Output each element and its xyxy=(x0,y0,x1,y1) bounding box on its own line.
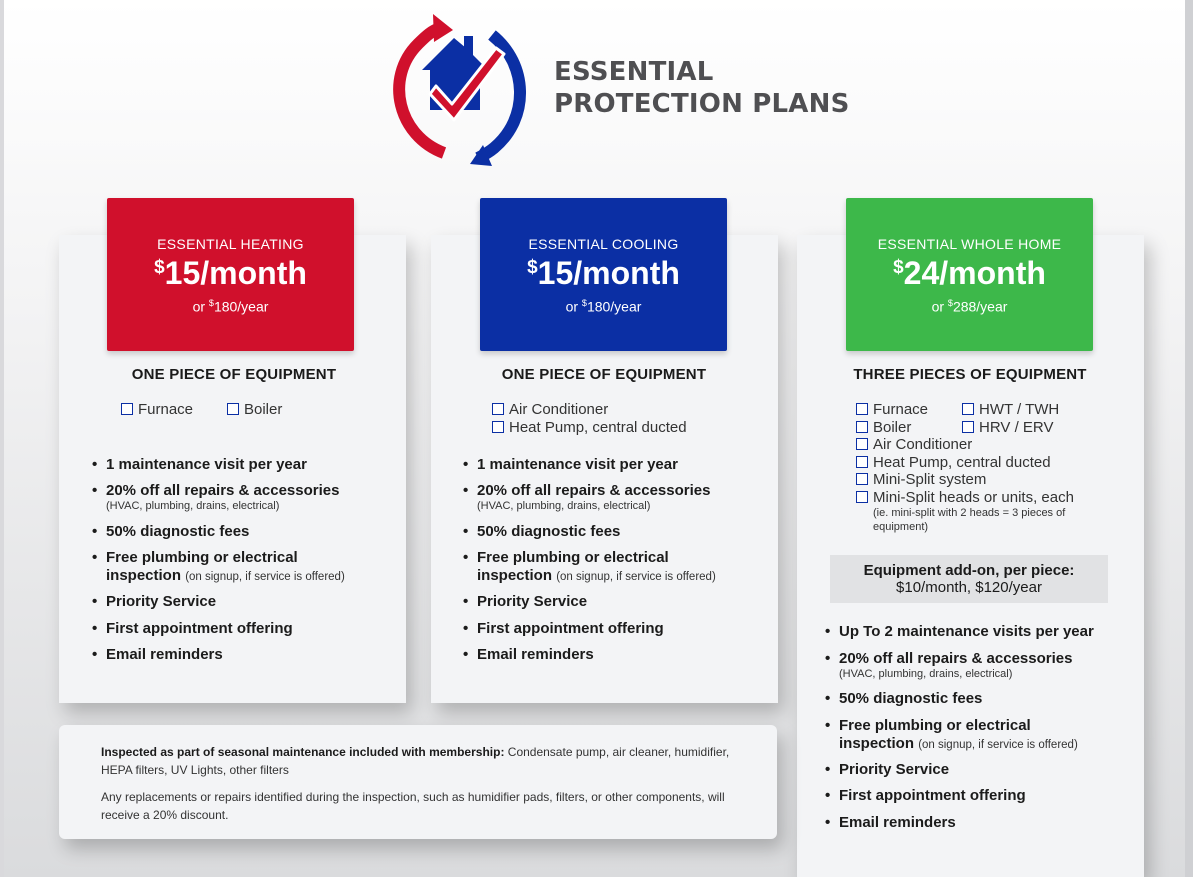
heating-equipment-heading: ONE PIECE OF EQUIPMENT xyxy=(131,366,337,383)
benefit-item: • Free plumbing or electrical inspection (on signup, if service is offered) xyxy=(463,549,716,586)
equipment-option-air-conditioner[interactable]: Air Conditioner xyxy=(492,401,608,418)
equipment-option-hrv-erv[interactable]: HRV / ERV xyxy=(962,419,1053,436)
equipment-option-mini-split[interactable]: Mini-Split system xyxy=(856,471,986,488)
title-line-1: ESSENTIAL xyxy=(554,57,714,87)
equipment-option-boiler[interactable]: Boiler xyxy=(227,401,282,418)
checkbox-icon[interactable] xyxy=(856,421,868,433)
benefit-item: • 20% off all repairs & accessories (HVAC, plumbing, drains, electrical) xyxy=(463,482,710,513)
equipment-option-boiler[interactable]: Boiler xyxy=(856,419,911,436)
equipment-option-heat-pump[interactable]: Heat Pump, central ducted xyxy=(492,419,687,436)
equipment-option-furnace[interactable]: Furnace xyxy=(856,401,928,418)
benefit-item: • Free plumbing or electrical inspection (on signup, if service is offered) xyxy=(92,549,345,586)
checkbox-icon[interactable] xyxy=(856,403,868,415)
inspection-note: Inspected as part of seasonal maintenance included with membership: Condensate pump, air cleaner, humidifier, HEPA filters, UV Lights, other filters xyxy=(101,745,730,777)
cooling-price-banner xyxy=(480,198,727,351)
checkbox-icon[interactable] xyxy=(227,403,239,415)
checkbox-icon[interactable] xyxy=(121,403,133,415)
checkbox-icon[interactable] xyxy=(856,438,868,450)
whole-home-price-banner xyxy=(846,198,1093,351)
plan-name: ESSENTIAL WHOLE HOME xyxy=(877,236,1062,252)
benefit-item: • First appointment offering xyxy=(825,787,1026,805)
equipment-option-air-conditioner[interactable]: Air Conditioner xyxy=(856,436,972,453)
benefit-item: • 1 maintenance visit per year xyxy=(92,456,307,474)
checkbox-icon[interactable] xyxy=(856,473,868,485)
benefit-item: • Priority Service xyxy=(92,593,216,611)
benefit-item: • Email reminders xyxy=(463,646,594,664)
plan-yearly-price: or $288/year xyxy=(931,298,1008,315)
plan-name: ESSENTIAL COOLING xyxy=(528,236,679,252)
benefit-item: • Free plumbing or electrical inspection (on signup, if service is offered) xyxy=(825,717,1078,754)
equipment-note: (ie. mini-split with 2 heads = 3 pieces of equipment) xyxy=(873,507,1066,533)
addon-price: $10/month, $120/year xyxy=(896,579,1042,596)
equipment-option-hwt-twh[interactable]: HWT / TWH xyxy=(962,401,1059,418)
benefit-item: • Priority Service xyxy=(825,761,949,779)
benefit-item: • Email reminders xyxy=(92,646,223,664)
benefit-item: • First appointment offering xyxy=(92,620,293,638)
benefit-item: • 50% diagnostic fees xyxy=(463,523,620,541)
equipment-option-heat-pump[interactable]: Heat Pump, central ducted xyxy=(856,454,1051,471)
page-left-edge xyxy=(0,0,4,877)
plan-price: $15/month xyxy=(154,255,307,291)
heating-price-banner xyxy=(107,198,354,351)
checkbox-icon[interactable] xyxy=(962,421,974,433)
benefit-item: • Email reminders xyxy=(825,814,956,832)
plan-price: $24/month xyxy=(893,255,1046,291)
addon-title: Equipment add-on, per piece: xyxy=(863,562,1075,579)
whole-home-equipment-heading: THREE PIECES OF EQUIPMENT xyxy=(853,366,1087,383)
benefit-item: • 20% off all repairs & accessories (HVAC, plumbing, drains, electrical) xyxy=(92,482,339,513)
discount-note: Any replacements or repairs identified during the inspection, such as humidifier pads, filters, or other components, will receive a 20% discount. xyxy=(101,790,725,822)
checkbox-icon[interactable] xyxy=(856,456,868,468)
benefit-item: • 1 maintenance visit per year xyxy=(463,456,678,474)
equipment-addon-box xyxy=(830,555,1108,603)
benefit-item: • First appointment offering xyxy=(463,620,664,638)
plan-yearly-price: or $180/year xyxy=(192,298,269,315)
checkbox-icon[interactable] xyxy=(856,491,868,503)
checkbox-icon[interactable] xyxy=(492,421,504,433)
checkbox-icon[interactable] xyxy=(962,403,974,415)
page-title xyxy=(554,56,850,120)
maintenance-info-box xyxy=(59,725,777,839)
benefit-item: • Up To 2 maintenance visits per year xyxy=(825,623,1094,641)
title-line-2: PROTECTION PLANS xyxy=(554,89,850,119)
cooling-equipment-heading: ONE PIECE OF EQUIPMENT xyxy=(501,366,707,383)
equipment-option-mini-split-heads[interactable]: Mini-Split heads or units, each xyxy=(856,489,1074,506)
benefit-item: • 20% off all repairs & accessories (HVAC, plumbing, drains, electrical) xyxy=(825,650,1072,681)
plan-yearly-price: or $180/year xyxy=(565,298,642,315)
benefit-item: • 50% diagnostic fees xyxy=(92,523,249,541)
page-right-edge xyxy=(1185,0,1193,877)
plan-name: ESSENTIAL HEATING xyxy=(157,236,304,252)
equipment-option-furnace[interactable]: Furnace xyxy=(121,401,193,418)
benefit-item: • 50% diagnostic fees xyxy=(825,690,982,708)
house-check-logo-icon xyxy=(378,8,538,168)
benefit-item: • Priority Service xyxy=(463,593,587,611)
plan-price: $15/month xyxy=(527,255,680,291)
checkbox-icon[interactable] xyxy=(492,403,504,415)
